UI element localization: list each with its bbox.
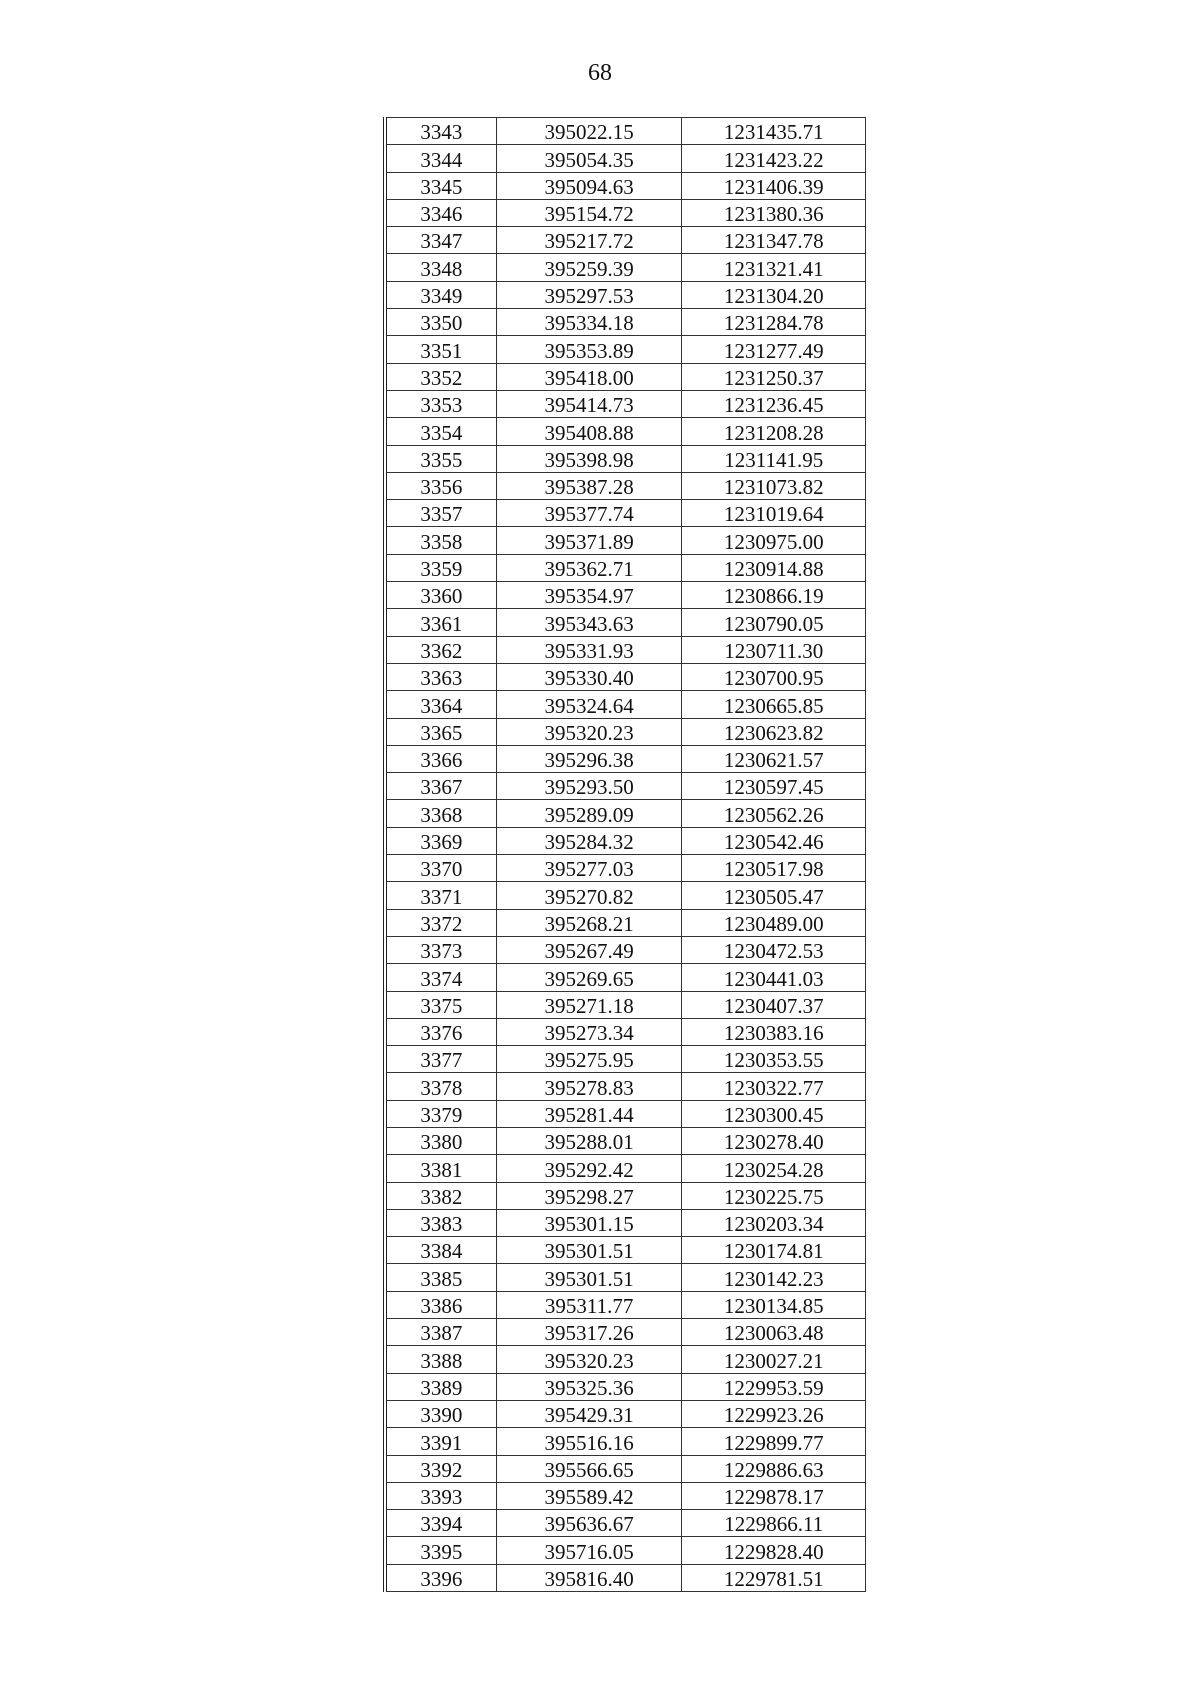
point-number-cell: 3372 [385,909,496,936]
x-coordinate-cell: 395269.65 [496,964,682,991]
table-row [385,1073,866,1100]
table-row [385,773,866,800]
table-row [385,1373,866,1400]
x-coordinate-cell: 395296.38 [496,745,682,772]
y-coordinate-cell: 1231321.41 [682,254,866,281]
table-row [385,882,866,909]
y-coordinate-cell: 1230623.82 [682,718,866,745]
y-coordinate-cell: 1230517.98 [682,855,866,882]
table-row [385,936,866,963]
x-coordinate-cell: 395278.83 [496,1073,682,1100]
table-row [385,1510,866,1537]
point-number-cell: 3347 [385,227,496,254]
table-row [385,718,866,745]
table-row [385,363,866,390]
point-number-cell: 3369 [385,827,496,854]
table-row [385,1291,866,1318]
y-coordinate-cell: 1230254.28 [682,1155,866,1182]
table-row [385,991,866,1018]
x-coordinate-cell: 395589.42 [496,1482,682,1509]
x-coordinate-cell: 395816.40 [496,1564,682,1591]
table-row [385,691,866,718]
y-coordinate-cell: 1230665.85 [682,691,866,718]
x-coordinate-cell: 395289.09 [496,800,682,827]
table-row [385,964,866,991]
x-coordinate-cell: 395330.40 [496,663,682,690]
table-row [385,1209,866,1236]
y-coordinate-cell: 1229899.77 [682,1428,866,1455]
table-row [385,855,866,882]
x-coordinate-cell: 395429.31 [496,1400,682,1427]
y-coordinate-cell: 1231423.22 [682,145,866,172]
point-number-cell: 3351 [385,336,496,363]
y-coordinate-cell: 1230790.05 [682,609,866,636]
table-row [385,1482,866,1509]
point-number-cell: 3391 [385,1428,496,1455]
y-coordinate-cell: 1231284.78 [682,309,866,336]
x-coordinate-cell: 395267.49 [496,936,682,963]
table-row [385,636,866,663]
y-coordinate-cell: 1231073.82 [682,472,866,499]
point-number-cell: 3365 [385,718,496,745]
point-number-cell: 3354 [385,418,496,445]
table-row [385,281,866,308]
x-coordinate-cell: 395371.89 [496,527,682,554]
x-coordinate-cell: 395273.34 [496,1018,682,1045]
x-coordinate-cell: 395636.67 [496,1510,682,1537]
x-coordinate-cell: 395277.03 [496,855,682,882]
x-coordinate-cell: 395054.35 [496,145,682,172]
point-number-cell: 3358 [385,527,496,554]
y-coordinate-cell: 1229878.17 [682,1482,866,1509]
table-row [385,1319,866,1346]
point-number-cell: 3375 [385,991,496,1018]
y-coordinate-cell: 1230027.21 [682,1346,866,1373]
table-row [385,1428,866,1455]
table-row [385,1127,866,1154]
y-coordinate-cell: 1230866.19 [682,582,866,609]
y-coordinate-cell: 1230278.40 [682,1127,866,1154]
y-coordinate-cell: 1230711.30 [682,636,866,663]
point-number-cell: 3357 [385,500,496,527]
x-coordinate-cell: 395324.64 [496,691,682,718]
y-coordinate-cell: 1230134.85 [682,1291,866,1318]
point-number-cell: 3389 [385,1373,496,1400]
y-coordinate-cell: 1231304.20 [682,281,866,308]
coordinates-table [383,117,866,1592]
x-coordinate-cell: 395414.73 [496,390,682,417]
y-coordinate-cell: 1230472.53 [682,936,866,963]
x-coordinate-cell: 395288.01 [496,1127,682,1154]
point-number-cell: 3385 [385,1264,496,1291]
point-number-cell: 3344 [385,145,496,172]
point-number-cell: 3364 [385,691,496,718]
table-row [385,800,866,827]
x-coordinate-cell: 395387.28 [496,472,682,499]
point-number-cell: 3366 [385,745,496,772]
point-number-cell: 3373 [385,936,496,963]
point-number-cell: 3353 [385,390,496,417]
x-coordinate-cell: 395353.89 [496,336,682,363]
x-coordinate-cell: 395334.18 [496,309,682,336]
point-number-cell: 3383 [385,1209,496,1236]
point-number-cell: 3377 [385,1046,496,1073]
table-row [385,609,866,636]
point-number-cell: 3367 [385,773,496,800]
point-number-cell: 3345 [385,172,496,199]
y-coordinate-cell: 1230597.45 [682,773,866,800]
x-coordinate-cell: 395217.72 [496,227,682,254]
point-number-cell: 3382 [385,1182,496,1209]
y-coordinate-cell: 1230174.81 [682,1237,866,1264]
table-row [385,554,866,581]
y-coordinate-cell: 1230542.46 [682,827,866,854]
table-row [385,445,866,472]
x-coordinate-cell: 395331.93 [496,636,682,663]
y-coordinate-cell: 1229953.59 [682,1373,866,1400]
table-row [385,309,866,336]
y-coordinate-cell: 1230322.77 [682,1073,866,1100]
table-row [385,227,866,254]
table-row [385,336,866,363]
table-row [385,663,866,690]
point-number-cell: 3368 [385,800,496,827]
table-row [385,1346,866,1373]
x-coordinate-cell: 395271.18 [496,991,682,1018]
table-row [385,1182,866,1209]
y-coordinate-cell: 1230489.00 [682,909,866,936]
table-row [385,254,866,281]
table-row [385,1400,866,1427]
y-coordinate-cell: 1230505.47 [682,882,866,909]
y-coordinate-cell: 1230353.55 [682,1046,866,1073]
table-row [385,418,866,445]
y-coordinate-cell: 1230225.75 [682,1182,866,1209]
table-row [385,827,866,854]
table-row [385,1100,866,1127]
x-coordinate-cell: 395320.23 [496,718,682,745]
point-number-cell: 3388 [385,1346,496,1373]
x-coordinate-cell: 395362.71 [496,554,682,581]
point-number-cell: 3380 [385,1127,496,1154]
table-row [385,1455,866,1482]
x-coordinate-cell: 395293.50 [496,773,682,800]
x-coordinate-cell: 395566.65 [496,1455,682,1482]
y-coordinate-cell: 1230383.16 [682,1018,866,1045]
x-coordinate-cell: 395022.15 [496,118,682,145]
y-coordinate-cell: 1230407.37 [682,991,866,1018]
y-coordinate-cell: 1230914.88 [682,554,866,581]
table-row [385,172,866,199]
table-body [385,118,866,1592]
table-row [385,118,866,145]
y-coordinate-cell: 1231208.28 [682,418,866,445]
table-row [385,390,866,417]
x-coordinate-cell: 395154.72 [496,199,682,226]
table-row [385,1018,866,1045]
table-row [385,1155,866,1182]
point-number-cell: 3378 [385,1073,496,1100]
table-row [385,1564,866,1591]
x-coordinate-cell: 395259.39 [496,254,682,281]
table-row [385,145,866,172]
point-number-cell: 3359 [385,554,496,581]
x-coordinate-cell: 395275.95 [496,1046,682,1073]
x-coordinate-cell: 395516.16 [496,1428,682,1455]
point-number-cell: 3350 [385,309,496,336]
point-number-cell: 3349 [385,281,496,308]
point-number-cell: 3370 [385,855,496,882]
y-coordinate-cell: 1230621.57 [682,745,866,772]
x-coordinate-cell: 395094.63 [496,172,682,199]
point-number-cell: 3386 [385,1291,496,1318]
table-row [385,472,866,499]
y-coordinate-cell: 1230300.45 [682,1100,866,1127]
point-number-cell: 3346 [385,199,496,226]
x-coordinate-cell: 395317.26 [496,1319,682,1346]
point-number-cell: 3381 [385,1155,496,1182]
y-coordinate-cell: 1230203.34 [682,1209,866,1236]
y-coordinate-cell: 1231236.45 [682,390,866,417]
x-coordinate-cell: 395398.98 [496,445,682,472]
point-number-cell: 3371 [385,882,496,909]
page-number: 68 [588,60,612,86]
x-coordinate-cell: 395270.82 [496,882,682,909]
x-coordinate-cell: 395301.51 [496,1264,682,1291]
y-coordinate-cell: 1231250.37 [682,363,866,390]
table-row [385,199,866,226]
point-number-cell: 3379 [385,1100,496,1127]
x-coordinate-cell: 395281.44 [496,1100,682,1127]
point-number-cell: 3393 [385,1482,496,1509]
x-coordinate-cell: 395377.74 [496,500,682,527]
x-coordinate-cell: 395301.51 [496,1237,682,1264]
point-number-cell: 3361 [385,609,496,636]
y-coordinate-cell: 1231141.95 [682,445,866,472]
x-coordinate-cell: 395298.27 [496,1182,682,1209]
table-row [385,582,866,609]
point-number-cell: 3343 [385,118,496,145]
y-coordinate-cell: 1231277.49 [682,336,866,363]
point-number-cell: 3363 [385,663,496,690]
x-coordinate-cell: 395418.00 [496,363,682,390]
table-row [385,1537,866,1564]
y-coordinate-cell: 1230975.00 [682,527,866,554]
point-number-cell: 3395 [385,1537,496,1564]
x-coordinate-cell: 395354.97 [496,582,682,609]
y-coordinate-cell: 1229886.63 [682,1455,866,1482]
point-number-cell: 3376 [385,1018,496,1045]
x-coordinate-cell: 395408.88 [496,418,682,445]
y-coordinate-cell: 1230441.03 [682,964,866,991]
y-coordinate-cell: 1229866.11 [682,1510,866,1537]
table-row [385,909,866,936]
x-coordinate-cell: 395716.05 [496,1537,682,1564]
x-coordinate-cell: 395311.77 [496,1291,682,1318]
x-coordinate-cell: 395297.53 [496,281,682,308]
y-coordinate-cell: 1231435.71 [682,118,866,145]
y-coordinate-cell: 1229828.40 [682,1537,866,1564]
y-coordinate-cell: 1231019.64 [682,500,866,527]
table-row [385,1237,866,1264]
y-coordinate-cell: 1231347.78 [682,227,866,254]
y-coordinate-cell: 1229923.26 [682,1400,866,1427]
table-row [385,500,866,527]
point-number-cell: 3394 [385,1510,496,1537]
y-coordinate-cell: 1229781.51 [682,1564,866,1591]
point-number-cell: 3392 [385,1455,496,1482]
point-number-cell: 3352 [385,363,496,390]
y-coordinate-cell: 1231380.36 [682,199,866,226]
x-coordinate-cell: 395268.21 [496,909,682,936]
point-number-cell: 3396 [385,1564,496,1591]
y-coordinate-cell: 1230562.26 [682,800,866,827]
y-coordinate-cell: 1230142.23 [682,1264,866,1291]
point-number-cell: 3374 [385,964,496,991]
point-number-cell: 3387 [385,1319,496,1346]
point-number-cell: 3356 [385,472,496,499]
point-number-cell: 3384 [385,1237,496,1264]
y-coordinate-cell: 1230700.95 [682,663,866,690]
point-number-cell: 3362 [385,636,496,663]
y-coordinate-cell: 1230063.48 [682,1319,866,1346]
x-coordinate-cell: 395320.23 [496,1346,682,1373]
x-coordinate-cell: 395301.15 [496,1209,682,1236]
table-row [385,745,866,772]
x-coordinate-cell: 395284.32 [496,827,682,854]
point-number-cell: 3360 [385,582,496,609]
x-coordinate-cell: 395343.63 [496,609,682,636]
point-number-cell: 3355 [385,445,496,472]
table-row [385,1046,866,1073]
table-row [385,1264,866,1291]
point-number-cell: 3348 [385,254,496,281]
y-coordinate-cell: 1231406.39 [682,172,866,199]
x-coordinate-cell: 395325.36 [496,1373,682,1400]
point-number-cell: 3390 [385,1400,496,1427]
table-row [385,527,866,554]
x-coordinate-cell: 395292.42 [496,1155,682,1182]
